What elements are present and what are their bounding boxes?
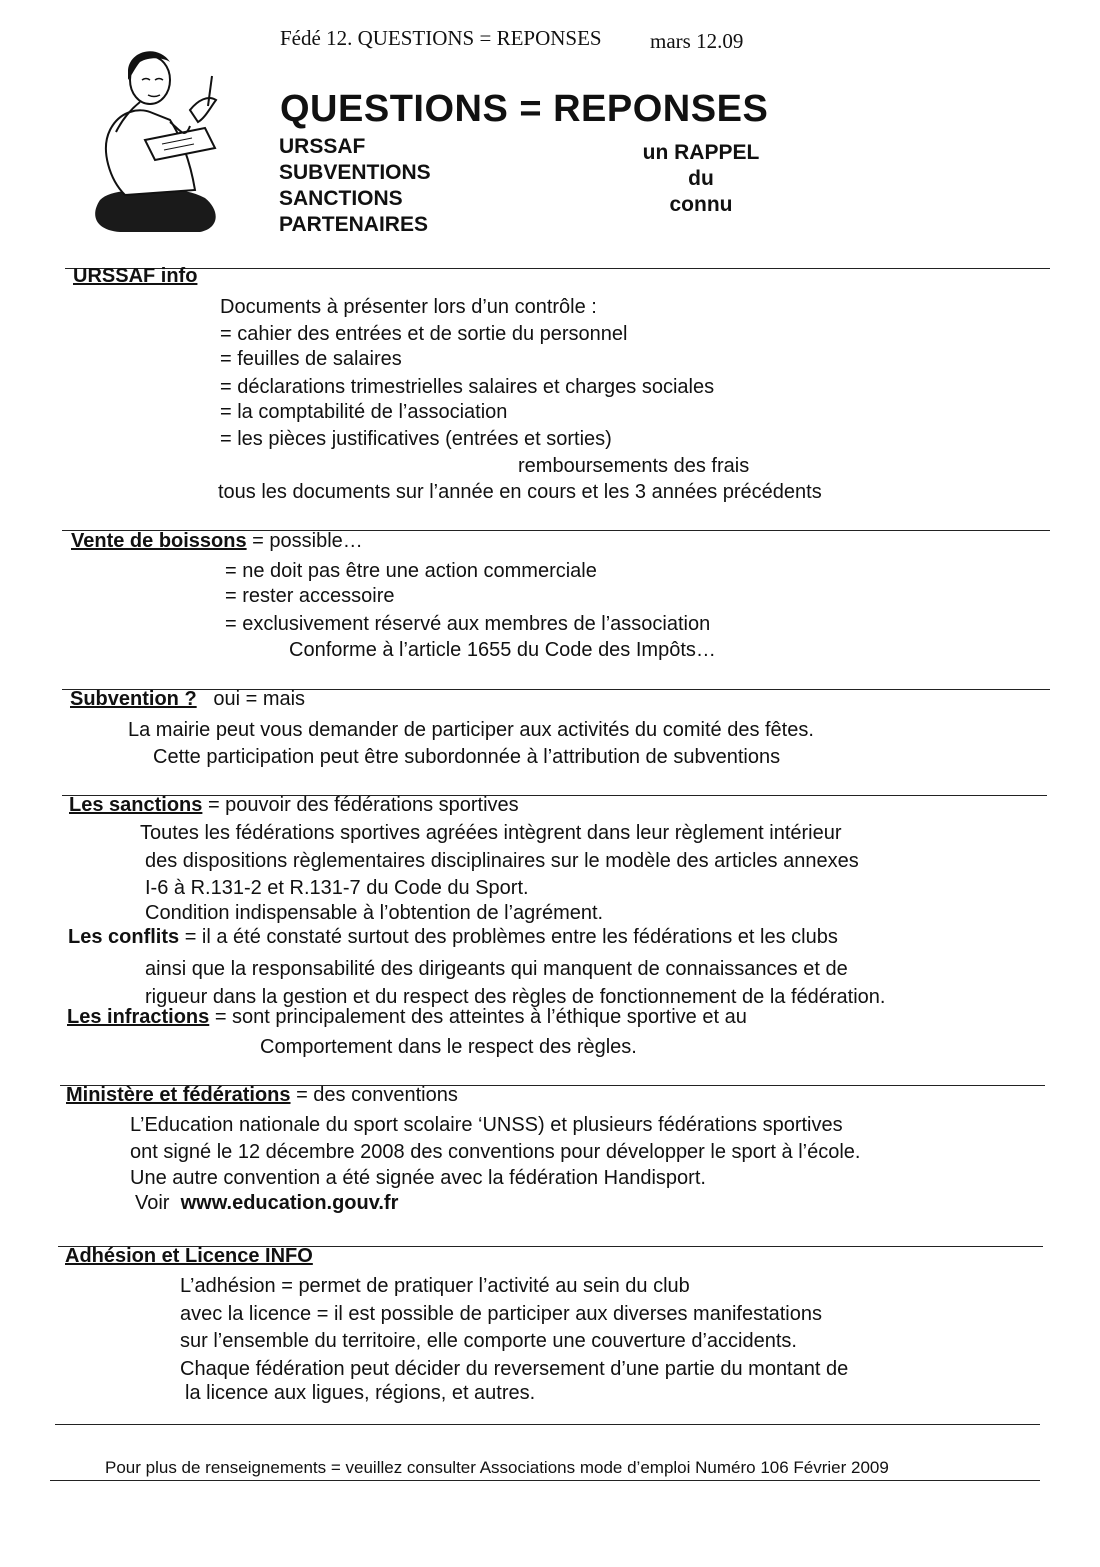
subvention-line: Cette participation peut être subordonnée à l’attribution de subventions [153,746,781,768]
subvention-rest: oui = mais [213,688,306,710]
urssaf-line: = les pièces justificatives (entrées et sorties) [220,428,612,450]
ministere-heading-row [66,1082,458,1108]
divider [50,1480,1040,1481]
divider [55,1424,1040,1425]
urssaf-line: remboursements des frais [518,455,750,477]
rappel-line-3: connu [669,193,733,216]
boissons-line: = exclusivement réservé aux membres de l’association [225,613,711,635]
urssaf-line: tous les documents sur l’année en cours et les 3 années précédents [218,481,822,503]
adhesion-line: L’adhésion = permet de pratiquer l’activité au sein du club [180,1275,690,1297]
boissons-line: = rester accessoire [225,585,395,607]
boissons-heading-row [71,528,363,554]
ministere-line: L’Education nationale du sport scolaire ‘UNSS) et plusieurs fédérations sportives [130,1114,843,1136]
header-date: mars 12.09 [650,29,744,53]
infractions-heading-row [67,1004,747,1030]
adhesion-heading: Adhésion et Licence INFO [65,1245,313,1267]
rappel-line-1: un RAPPEL [642,141,760,164]
infractions-rest: = sont principalement des atteintes à l’éthique sportive et au [209,1006,747,1028]
topic-sanctions: SANCTIONS [279,187,403,210]
adhesion-line: avec la licence = il est possible de participer aux diverses manifestations [180,1303,822,1325]
topic-partenaires: PARTENAIRES [279,213,428,236]
sanctions-heading-row [69,792,519,818]
urssaf-line: = la comptabilité de l’association [220,401,508,423]
footer-text: Pour plus de renseignements = veuillez consulter Associations mode d’emploi Numéro 106 Février 2009 [105,1458,889,1477]
urssaf-line: = déclarations trimestrielles salaires et charges sociales [220,376,715,398]
page-title: QUESTIONS = REPONSES [280,88,769,130]
sanctions-line: Toutes les fédérations sportives agréées intègrent dans leur règlement intérieur [140,822,842,844]
topic-subventions: SUBVENTIONS [279,161,431,184]
voir-label: Voir [135,1192,170,1214]
sanctions-line: I-6 à R.131-2 et R.131-7 du Code du Sport. [145,877,529,899]
conflits-rest: = il a été constaté surtout des problèmes entre les fédérations et les clubs [179,926,838,948]
ministere-line: Une autre convention a été signée avec la fédération Handisport. [130,1167,706,1189]
topic-list [279,134,431,238]
adhesion-heading-row [65,1243,313,1269]
rappel-line-2: du [688,167,714,190]
conflits-heading: Les conflits [68,926,180,948]
divider [65,268,1050,269]
urssaf-heading: URSSAF info [73,265,198,287]
urssaf-line: = feuilles de salaires [220,348,402,370]
sanctions-heading: Les sanctions [69,794,203,816]
boissons-line: = ne doit pas être une action commerciale [225,560,597,582]
header-topline: Fédé 12. QUESTIONS = REPONSES [280,26,602,50]
ministere-heading: Ministère et fédérations [66,1084,291,1106]
boissons-rest: = possible… [246,530,363,552]
topic-urssaf: URSSAF [279,135,366,158]
voir-row [135,1190,398,1216]
man-reading-illustration [80,40,230,235]
conflits-line: ainsi que la responsabilité des dirigeants qui manquent de connaissances et de [145,958,848,980]
sanctions-line: des dispositions règlementaires disciplinaires sur le modèle des articles annexes [145,850,859,872]
subvention-heading-row [70,686,305,712]
conflits-heading-row [68,924,838,950]
conflits-line: rigueur dans la gestion et du respect des règles de fonctionnement de la fédération. [145,986,886,1008]
subvention-line: La mairie peut vous demander de participer aux activités du comité des fêtes. [128,719,814,741]
ministere-rest: = des conventions [290,1084,458,1106]
adhesion-line: sur l’ensemble du territoire, elle comporte une couverture d’accidents. [180,1330,797,1352]
boissons-line: Conforme à l’article 1655 du Code des Impôts… [289,639,716,661]
urssaf-line: = cahier des entrées et de sortie du personnel [220,323,628,345]
adhesion-line: la licence aux ligues, régions, et autres. [185,1382,536,1404]
urssaf-line: Documents à présenter lors d’un contrôle : [220,296,597,318]
education-link[interactable]: www.education.gouv.fr [180,1192,399,1214]
subvention-heading: Subvention ? [70,688,197,710]
infractions-heading: Les infractions [67,1006,210,1028]
infractions-line: Comportement dans le respect des règles. [260,1036,637,1058]
ministere-line: ont signé le 12 décembre 2008 des conventions pour développer le sport à l’école. [130,1141,861,1163]
sanctions-rest: = pouvoir des fédérations sportives [202,794,519,816]
boissons-heading: Vente de boissons [71,530,247,552]
rappel-block [636,140,766,218]
sanctions-line: Condition indispensable à l’obtention de l’agrément. [145,902,604,924]
adhesion-line: Chaque fédération peut décider du reversement d’une partie du montant de [180,1358,849,1380]
